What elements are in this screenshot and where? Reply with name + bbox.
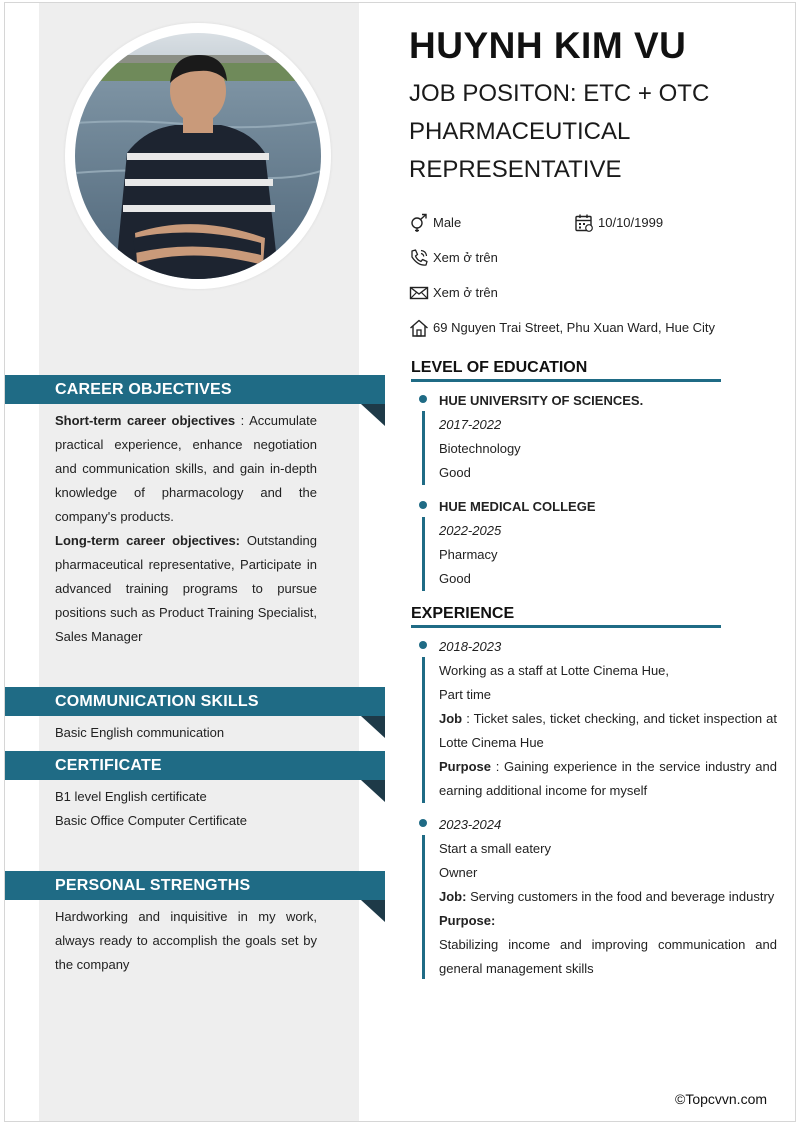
- resume-page: [4, 2, 796, 1122]
- long-term-label: Long-term career objectives:: [55, 533, 240, 548]
- career-objectives-header: [5, 375, 385, 404]
- list-item: Basic English communication: [55, 725, 225, 740]
- school-name: HUE MEDICAL COLLEGE: [439, 499, 596, 514]
- experience-item: [409, 635, 777, 805]
- header-fold: [361, 404, 385, 426]
- experience-item: [409, 813, 777, 983]
- timeline-dot: [419, 641, 427, 649]
- education-header: [411, 359, 721, 377]
- purpose-label: Purpose:: [439, 913, 496, 928]
- period: 2017-2022: [439, 417, 502, 432]
- purpose-label: Purpose: [439, 759, 492, 774]
- communication-skills-body: [55, 721, 317, 745]
- candidate-name: HUYNH KIM VU: [409, 25, 687, 66]
- timeline-line: [422, 517, 425, 591]
- header-fold: [361, 716, 385, 738]
- birthday-value: 10/10/1999: [598, 215, 664, 230]
- purpose-text: : Gaining experience in the service industry and earning additional income for myself: [439, 759, 777, 798]
- long-term-objective: [55, 529, 317, 649]
- job-label: Job:: [439, 889, 467, 904]
- address-value: 69 Nguyen Trai Street, Phu Xuan Ward, Hue City: [433, 320, 716, 335]
- calendar-icon: [574, 213, 594, 233]
- section-title: LEVEL OF EDUCATION: [411, 359, 588, 376]
- short-term-label: Short-term career objectives: [55, 413, 236, 428]
- job-position-line: REPRESENTATIVE: [409, 156, 622, 183]
- certificate-header: [5, 751, 385, 780]
- short-term-objective: [55, 409, 317, 529]
- timeline-dot: [419, 501, 427, 509]
- company: Working as a staff at Lotte Cinema Hue,: [439, 663, 670, 678]
- purpose-description: [439, 755, 777, 803]
- avatar-frame: [65, 23, 331, 289]
- major: Biotechnology: [439, 441, 521, 456]
- phone-icon: [409, 248, 429, 268]
- education-item: [409, 495, 777, 591]
- job-text: Serving customers in the food and beverage industry: [466, 889, 775, 904]
- purpose-text: Stabilizing income and improving communication and general management skills: [439, 937, 777, 976]
- phone-value: Xem ở trên: [433, 250, 498, 265]
- email-icon: [409, 283, 429, 303]
- school-name: HUE UNIVERSITY OF SCIENCES.: [439, 393, 644, 408]
- period: 2022-2025: [439, 523, 502, 538]
- short-term-text: : Accumulate practical experience, enhance negotiation and communication skills, and gain in-depth knowledge of pharmacology and the company's products.: [55, 413, 317, 524]
- header-fold: [361, 780, 385, 802]
- timeline-line: [422, 657, 425, 803]
- list-item: B1 level English certificate: [55, 789, 207, 804]
- timeline-line: [422, 411, 425, 485]
- job-description: [439, 885, 777, 909]
- grade: Good: [439, 571, 471, 586]
- experience-header: [411, 605, 721, 623]
- footer-copyright: ©Topcvvn.com: [675, 1091, 768, 1107]
- certificate-body: [55, 785, 317, 833]
- communication-skills-header: [5, 687, 385, 716]
- job-label: Job: [439, 711, 463, 726]
- section-title: CAREER OBJECTIVES: [55, 381, 232, 398]
- long-term-text: Outstanding pharmaceutical representative, Participate in advanced training programs to pursue positions such as Product Training Specialist, Sales Manager: [55, 533, 317, 644]
- major: Pharmacy: [439, 547, 498, 562]
- grade: Good: [439, 465, 471, 480]
- personal-strengths-body: [55, 905, 317, 977]
- header-fold: [361, 900, 385, 922]
- period: 2018-2023: [439, 639, 502, 654]
- timeline-line: [422, 835, 425, 979]
- career-objectives-body: [55, 409, 317, 649]
- role: Owner: [439, 865, 478, 880]
- gender-value: Male: [433, 215, 462, 230]
- period: 2023-2024: [439, 817, 502, 832]
- education-item: [409, 389, 777, 485]
- list-item: Basic Office Computer Certificate: [55, 813, 247, 828]
- home-icon: [409, 318, 429, 338]
- email-value: Xem ở trên: [433, 285, 498, 300]
- timeline-dot: [419, 395, 427, 403]
- strengths-text: Hardworking and inquisitive in my work, always ready to accomplish the goals set by the company: [55, 909, 317, 972]
- section-title: PERSONAL STRENGTHS: [55, 877, 251, 894]
- section-underline: [411, 379, 721, 382]
- role: Part time: [439, 687, 492, 702]
- job-position-line: PHARMACEUTICAL: [409, 118, 631, 145]
- company: Start a small eatery: [439, 841, 551, 856]
- avatar: [75, 33, 321, 279]
- job-position-line: JOB POSITON: ETC + OTC: [409, 80, 710, 107]
- section-underline: [411, 625, 721, 628]
- section-title: CERTIFICATE: [55, 757, 162, 774]
- gender-icon: [409, 213, 429, 233]
- section-title: EXPERIENCE: [411, 605, 515, 622]
- job-position: [409, 75, 769, 189]
- section-title: COMMUNICATION SKILLS: [55, 693, 259, 710]
- personal-strengths-header: [5, 871, 385, 900]
- timeline-dot: [419, 819, 427, 827]
- job-text: : Ticket sales, ticket checking, and ticket inspection at Lotte Cinema Hue: [439, 711, 777, 750]
- job-description: [439, 707, 777, 755]
